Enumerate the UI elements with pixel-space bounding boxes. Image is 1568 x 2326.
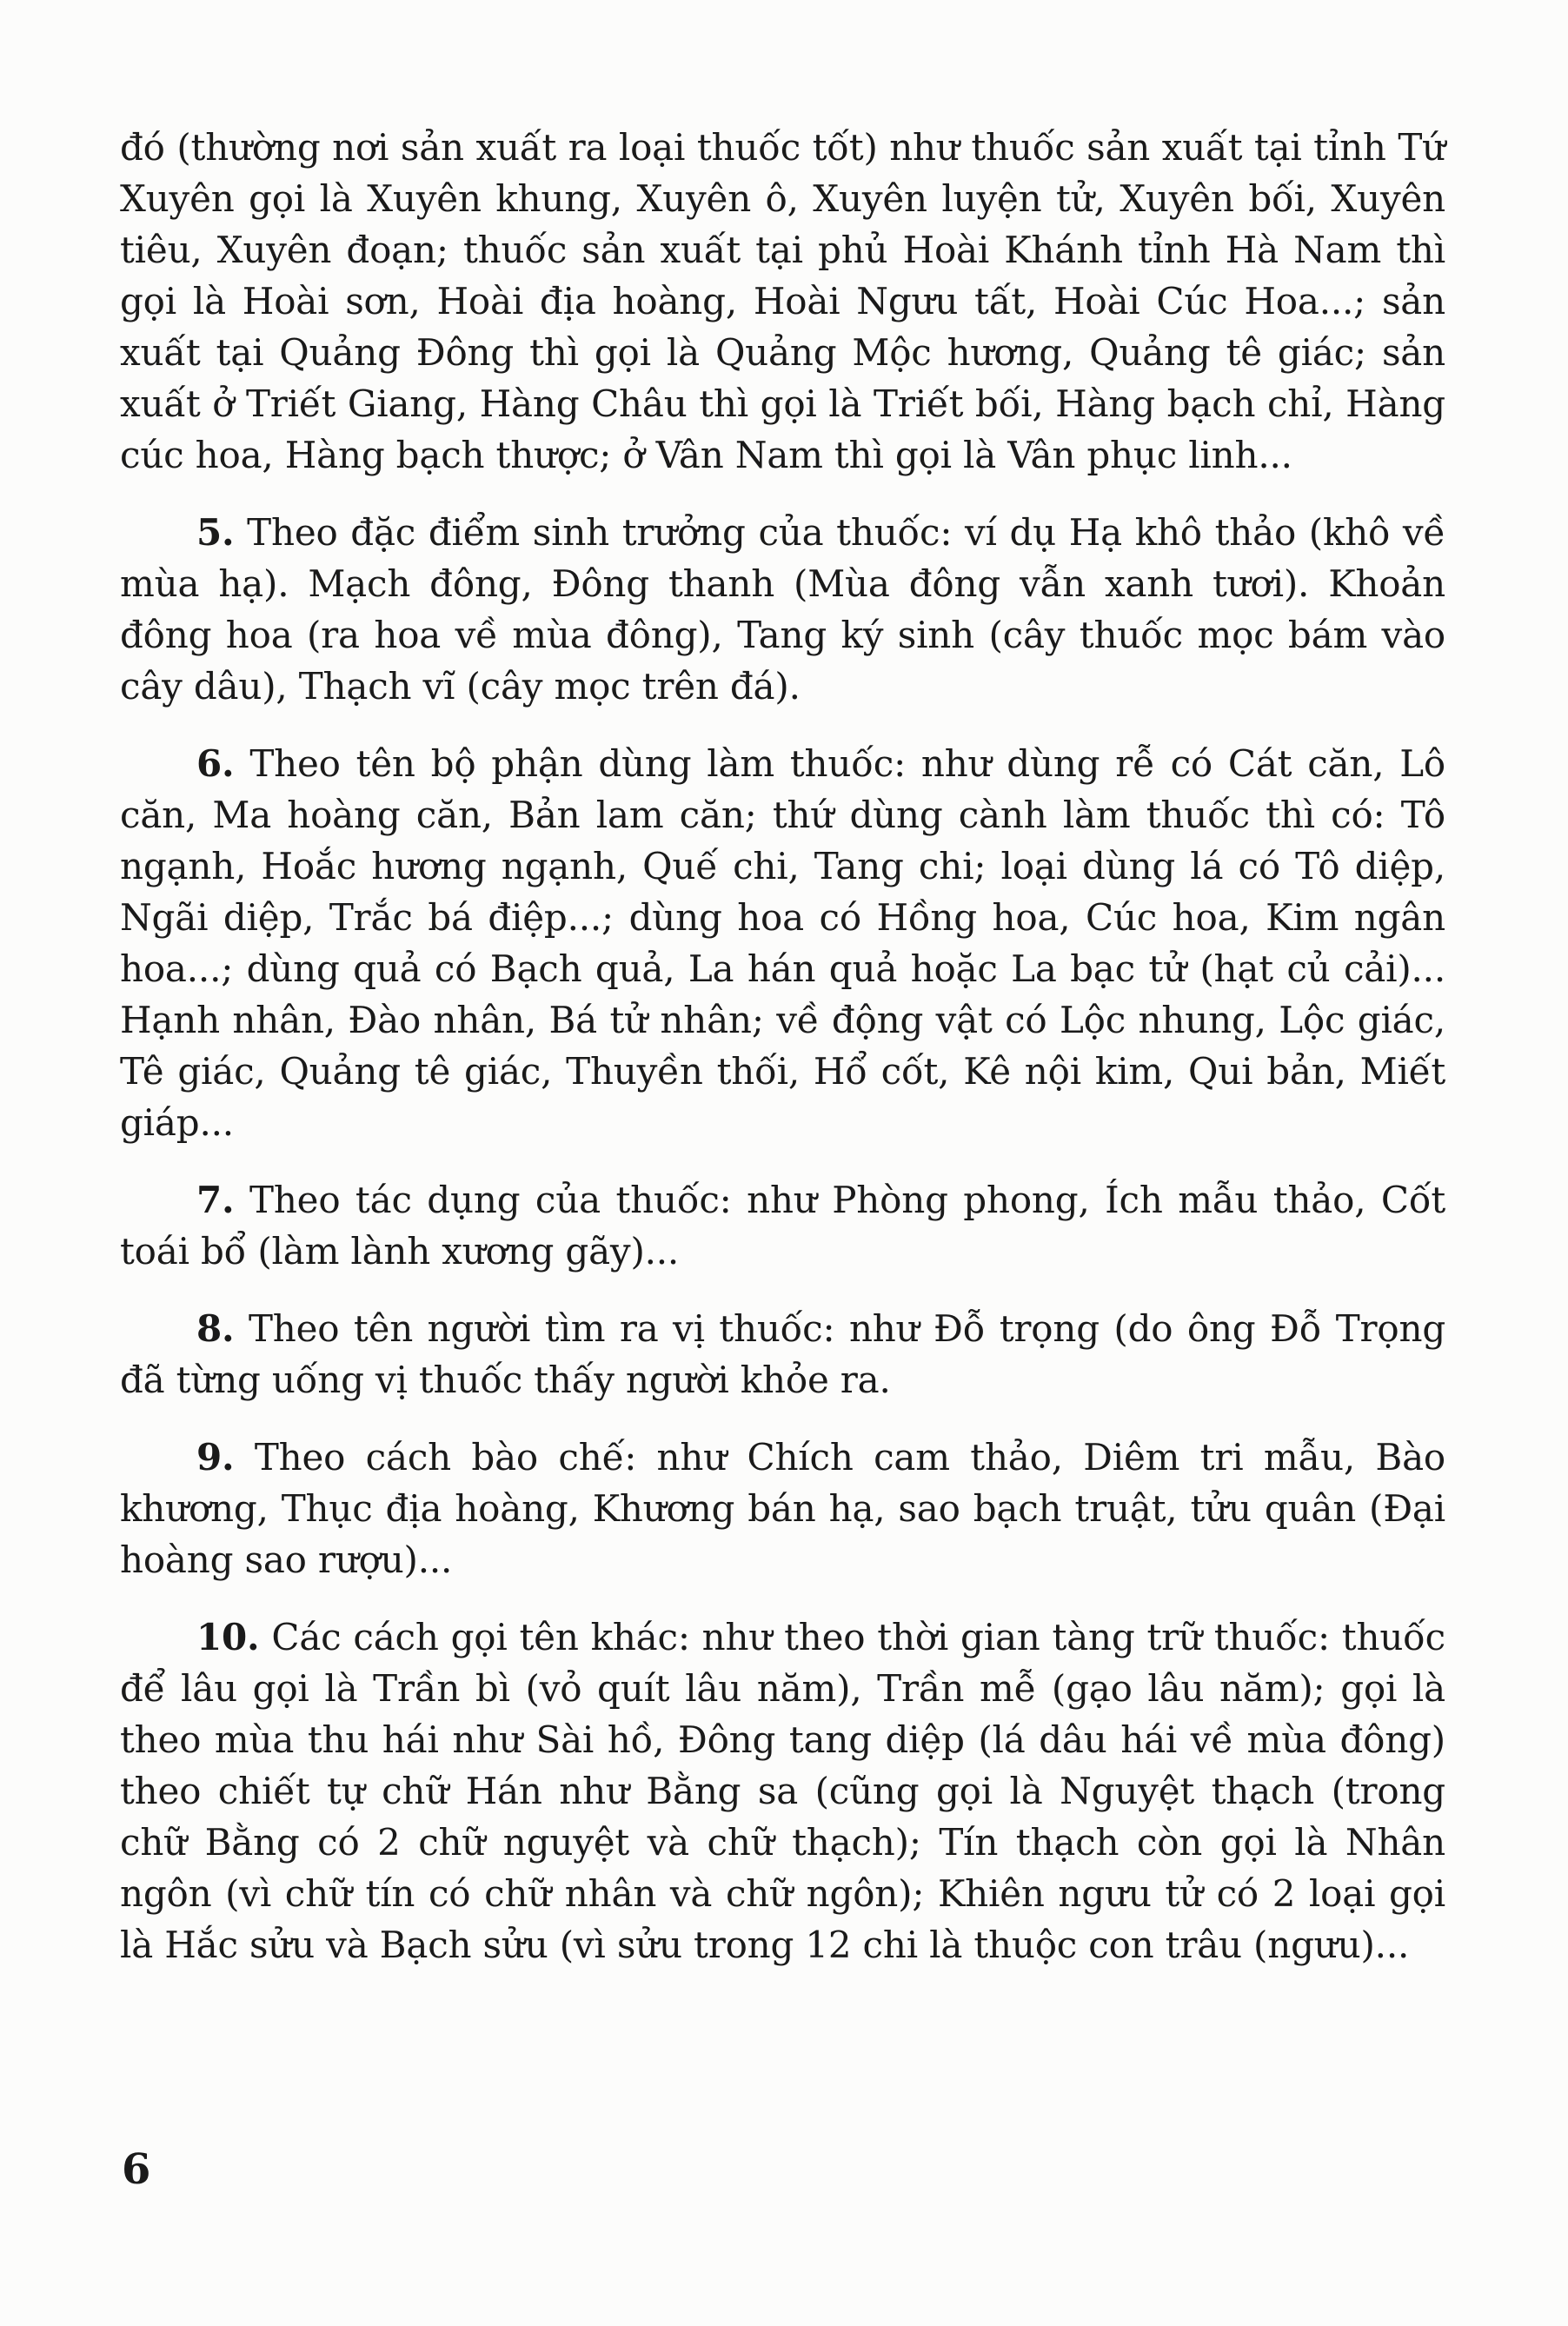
item-number: 10. [196,1616,260,1658]
item-number: 7. [196,1179,235,1221]
item-number: 9. [196,1436,235,1479]
paragraph-text: Theo tên người tìm ra vị thuốc: như Đỗ trọng (do ông Đỗ Trọng đã từng uống vị thuốc thấy người khỏe ra. [120,1307,1446,1401]
paragraph-text: Các cách gọi tên khác: như theo thời gian tàng trữ thuốc: thuốc để lâu gọi là Trần bì (vỏ quít lâu năm), Trần mễ (gạo lâu năm); gọi là theo mùa thu hái như Sài hồ, Đông tang diệp (lá dâu hái về mùa đông) theo chiết tự chữ Hán như Bằng sa (cũng gọi là Nguyệt thạch (trong chữ Bằng có 2 chữ nguyệt và chữ thạch); Tín thạch còn gọi là Nhân ngôn (vì chữ tín có chữ nhân và chữ ngôn); Khiên ngưu tử có 2 loại gọi là Hắc sửu và Bạch sửu (vì sửu trong 12 chi là thuộc con trâu (ngưu)... [120,1616,1446,1966]
paragraph-text: Theo tên bộ phận dùng làm thuốc: như dùng rễ có Cát căn, Lô căn, Ma hoàng căn, Bản lam căn; thứ dùng cành làm thuốc thì có: Tô ngạnh, Hoắc hương ngạnh, Quế chi, Tang chi; loại dùng lá có Tô diệp, Ngãi diệp, Trắc bá điệp...; dùng hoa có Hồng hoa, Cúc hoa, Kim ngân hoa...; dùng quả có Bạch quả, La hán quả hoặc La bạc tử (hạt củ cải)... Hạnh nhân, Đào nhân, Bá tử nhân; về động vật có Lộc nhung, Lộc giác, Tê giác, Quảng tê giác, Thuyền thối, Hổ cốt, Kê nội kim, Qui bản, Miết giáp... [120,742,1445,1144]
paragraph-item-8 [120,1303,1445,1406]
item-number: 5. [196,511,235,554]
item-number: 8. [196,1307,235,1350]
paragraph-item-10 [120,1612,1445,1970]
paragraph-item-9 [120,1432,1445,1585]
item-number: 6. [196,742,235,785]
paragraph-item-6 [120,738,1445,1148]
page-number: 6 [122,2145,151,2194]
paragraph-text: Theo cách bào chế: như Chích cam thảo, Diêm tri mẫu, Bào khương, Thục địa hoàng, Khương bán hạ, sao bạch truật, tửu quân (Đại hoàng sao rượu)... [120,1436,1446,1581]
page-body [120,122,1445,1997]
paragraph-text: Theo tác dụng của thuốc: như Phòng phong, Ích mẫu thảo, Cốt toái bổ (làm lành xương gãy)... [120,1179,1446,1273]
paragraph-text: Theo đặc điểm sinh trưởng của thuốc: ví dụ Hạ khô thảo (khô về mùa hạ). Mạch đông, Đông thanh (Mùa đông vẫn xanh tươi). Khoản đông hoa (ra hoa về mùa đông), Tang ký sinh (cây thuốc mọc bám vào cây dâu), Thạch vĩ (cây mọc trên đá). [120,511,1446,708]
paragraph-item-5 [120,507,1445,712]
paragraph-continuation [120,122,1445,481]
paragraph-text: đó (thường nơi sản xuất ra loại thuốc tốt) như thuốc sản xuất tại tỉnh Tứ Xuyên gọi là Xuyên khung, Xuyên ô, Xuyên luyện tử, Xuyên bối, Xuyên tiêu, Xuyên đoạn; thuốc sản xuất tại phủ Hoài Khánh tỉnh Hà Nam thì gọi là Hoài sơn, Hoài địa hoàng, Hoài Ngưu tất, Hoài Cúc Hoa...; sản xuất tại Quảng Đông thì gọi là Quảng Mộc hương, Quảng tê giác; sản xuất ở Triết Giang, Hàng Châu thì gọi là Triết bối, Hàng bạch chỉ, Hàng cúc hoa, Hàng bạch thược; ở Vân Nam thì gọi là Vân phục linh... [120,126,1445,476]
paragraph-item-7 [120,1174,1445,1277]
